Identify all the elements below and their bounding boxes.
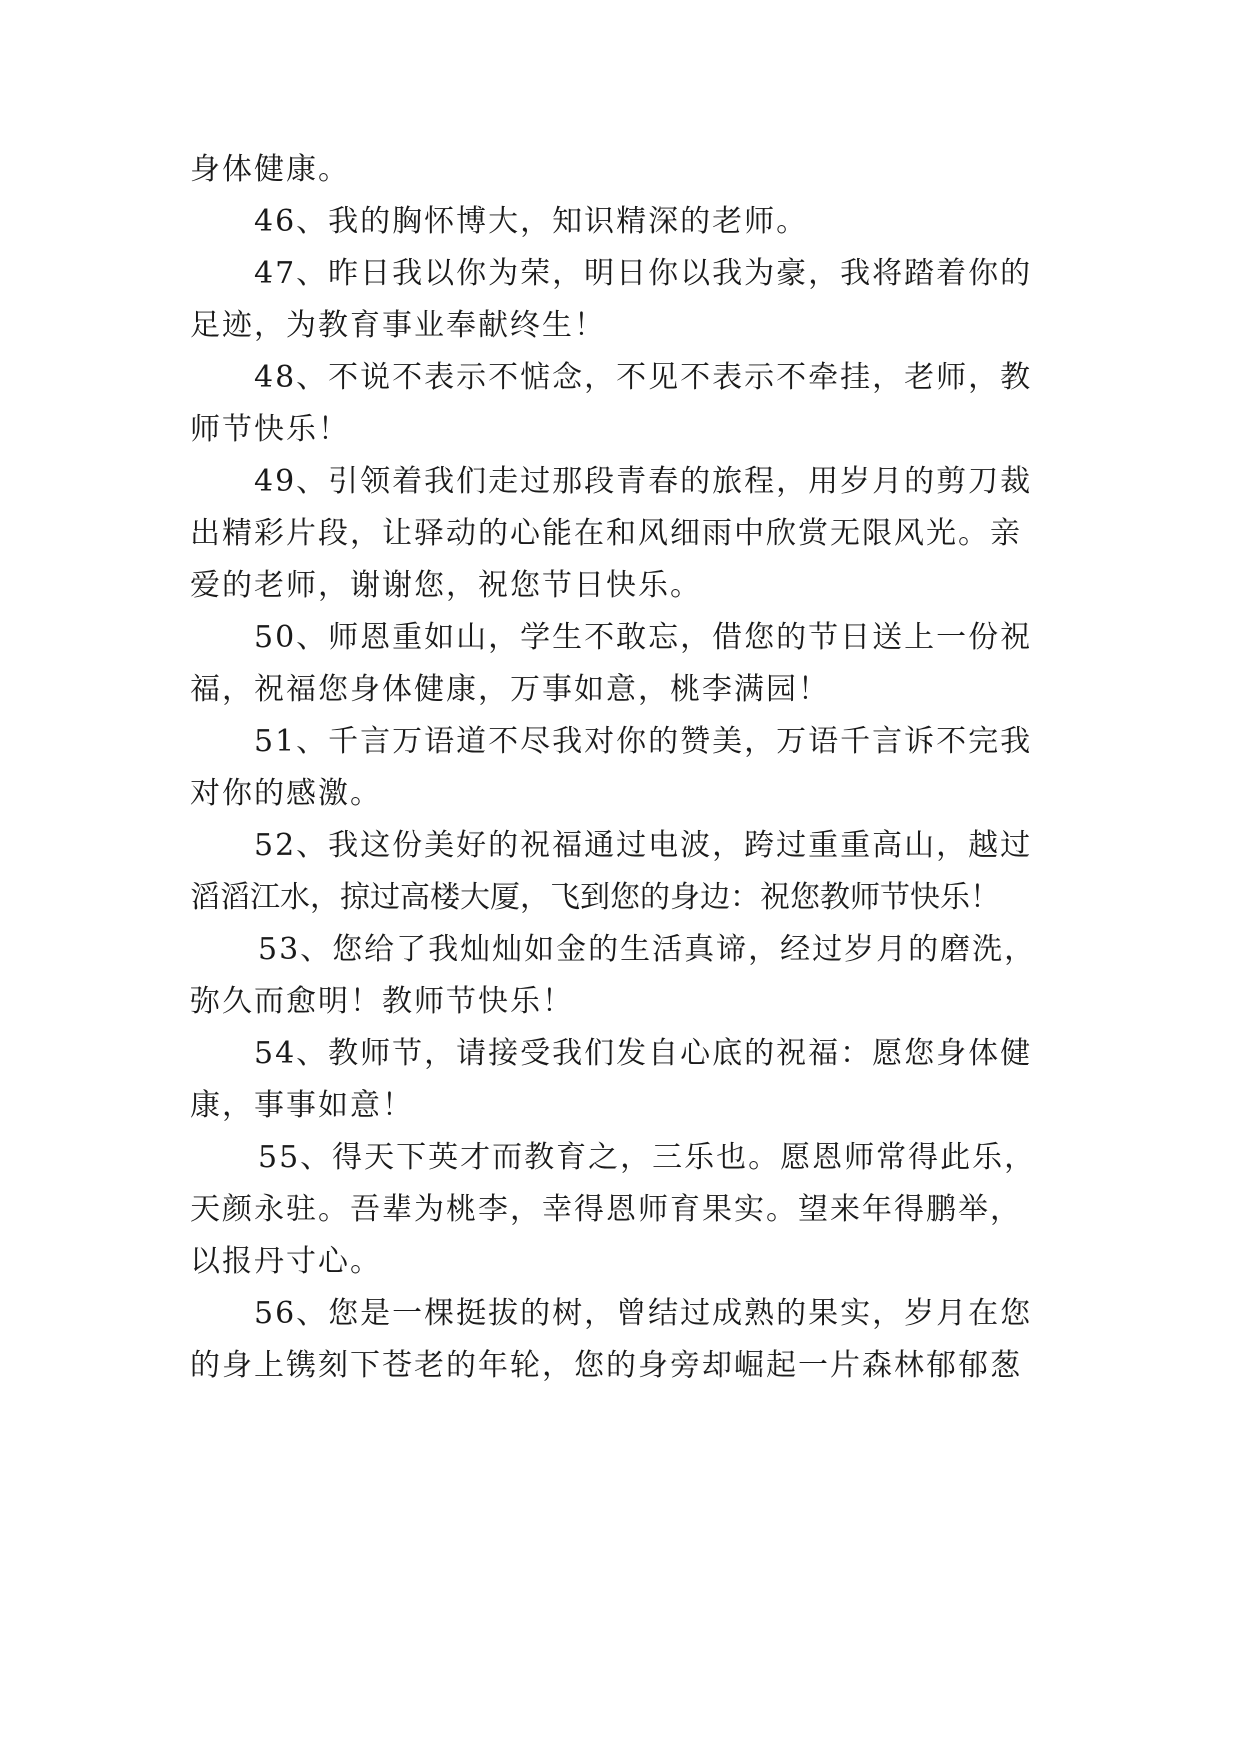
text-line: 福，祝福您身体健康，万事如意，桃李满园！ bbox=[190, 672, 830, 707]
text-line: 47、昨日我以你为荣，明日你以我为豪，我将踏着你的 bbox=[254, 256, 1033, 291]
text-line: 55、得天下英才而教育之，三乐也。愿恩师常得此乐， bbox=[258, 1140, 1037, 1175]
text-line: 49、引领着我们走过那段青春的旅程，用岁月的剪刀裁 bbox=[254, 464, 1033, 499]
text-line: 52、我这份美好的祝福通过电波，跨过重重高山，越过 bbox=[254, 828, 1033, 863]
text-line: 足迹，为教育事业奉献终生！ bbox=[190, 308, 606, 343]
text-line: 51、千言万语道不尽我对你的赞美，万语千言诉不完我 bbox=[254, 724, 1033, 759]
text-line: 53、您给了我灿灿如金的生活真谛，经过岁月的磨洗， bbox=[258, 932, 1037, 967]
text-line: 以报丹寸心。 bbox=[190, 1244, 382, 1279]
text-line: 出精彩片段，让驿动的心能在和风细雨中欣赏无限风光。亲 bbox=[190, 516, 1022, 551]
text-line: 天颜永驻。吾辈为桃李，幸得恩师育果实。望来年得鹏举， bbox=[190, 1192, 1022, 1227]
text-line: 身体健康。 bbox=[190, 152, 350, 187]
text-line: 54、教师节，请接受我们发自心底的祝福：愿您身体健 bbox=[254, 1036, 1033, 1071]
text-line: 对你的感激。 bbox=[190, 776, 382, 811]
text-line: 弥久而愈明！教师节快乐！ bbox=[190, 984, 574, 1019]
text-line: 康，事事如意！ bbox=[190, 1088, 414, 1123]
text-line: 滔滔江水，掠过高楼大厦，飞到您的身边：祝您教师节快乐！ bbox=[190, 880, 1000, 915]
text-line: 的身上镌刻下苍老的年轮，您的身旁却崛起一片森林郁郁葱 bbox=[190, 1348, 1022, 1383]
text-line: 56、您是一棵挺拔的树，曾结过成熟的果实，岁月在您 bbox=[254, 1296, 1033, 1331]
text-line: 师节快乐！ bbox=[190, 412, 350, 447]
text-line: 48、不说不表示不惦念，不见不表示不牵挂，老师，教 bbox=[254, 360, 1033, 395]
text-line: 50、师恩重如山，学生不敢忘，借您的节日送上一份祝 bbox=[254, 620, 1033, 655]
text-line: 爱的老师，谢谢您，祝您节日快乐。 bbox=[190, 568, 702, 603]
text-line: 46、我的胸怀博大，知识精深的老师。 bbox=[254, 204, 809, 239]
